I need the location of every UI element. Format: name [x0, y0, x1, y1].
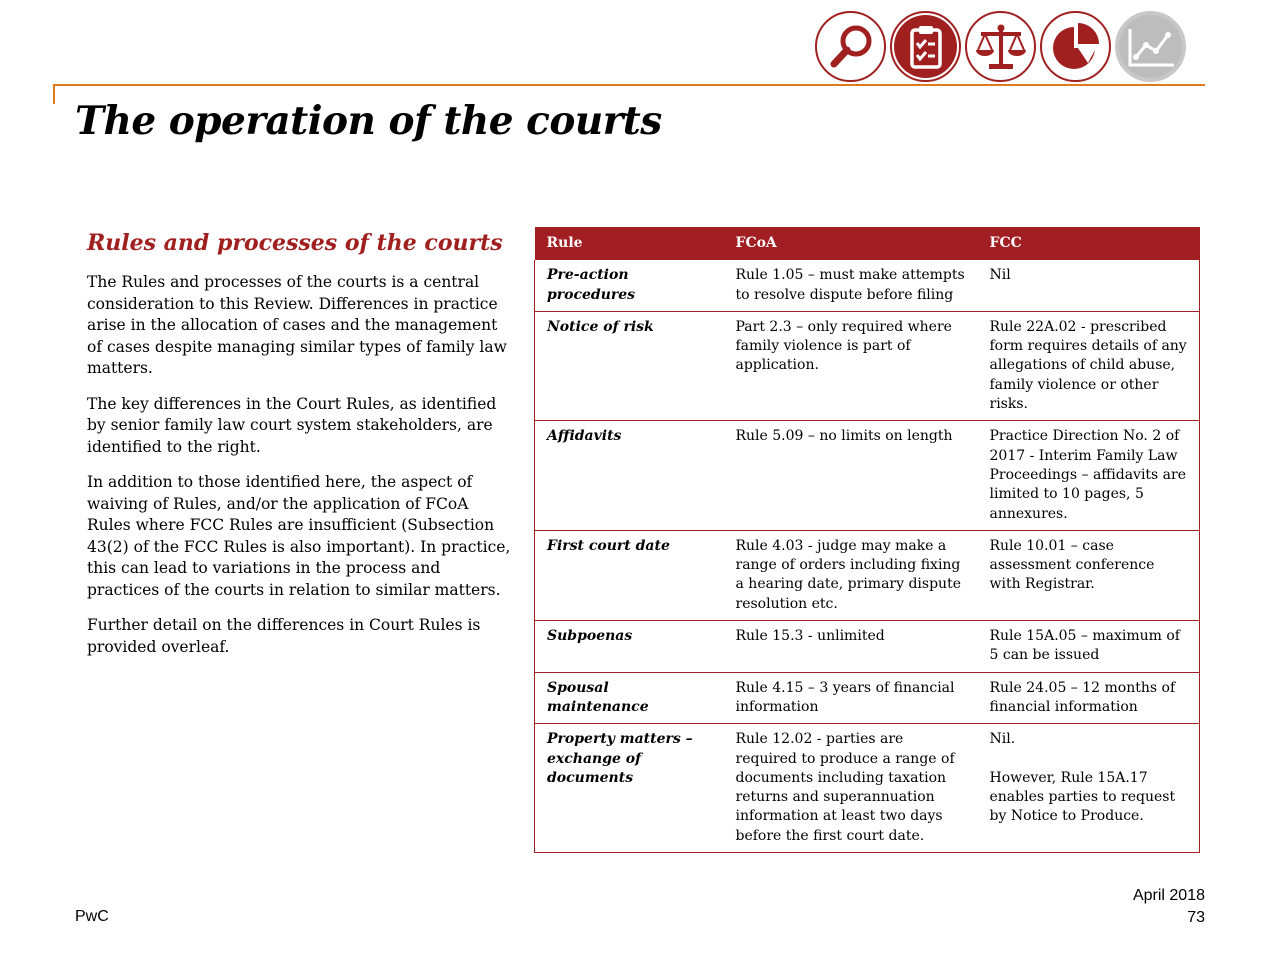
column-header-rule: Rule: [535, 227, 724, 260]
table-row: [535, 421, 1200, 530]
fcoa-cell: Rule 4.03 - judge may make a range of orders including fixing a hearing date, primary dispute resolution etc.: [724, 530, 978, 620]
line-chart-icon: [1126, 25, 1176, 69]
fcoa-cell: Rule 12.02 - parties are required to produce a range of documents including taxation returns and superannuation information at least two days before the first court date.: [724, 724, 978, 853]
column-header-fcc: FCC: [978, 227, 1200, 260]
table-row: [535, 724, 1200, 853]
fcc-cell: Nil: [978, 260, 1200, 311]
section-nav: [815, 11, 1186, 82]
table-header-row: [535, 227, 1200, 260]
footer-date: April 2018: [1132, 887, 1205, 904]
section-heading: Rules and processes of the courts: [87, 230, 503, 256]
fcoa-cell: Rule 1.05 – must make attempts to resolve dispute before filing: [724, 260, 978, 311]
rule-cell: Pre-action procedures: [535, 260, 724, 311]
fcoa-cell: Rule 15.3 - unlimited: [724, 621, 978, 673]
page-title: The operation of the courts: [75, 98, 662, 144]
pie-chart-icon: [1048, 19, 1104, 75]
fcc-cell: Rule 15A.05 – maximum of 5 can be issued: [978, 621, 1200, 673]
fcc-cell: Rule 10.01 – case assessment conference with Registrar.: [978, 530, 1200, 620]
fcc-cell: Rule 22A.02 - prescribed form requires details of any allegations of child abuse, family violence or other risks.: [978, 311, 1200, 420]
rule-cell: Property matters – exchange of documents: [535, 724, 724, 853]
rule-cell: First court date: [535, 530, 724, 620]
intro-paragraph: Further detail on the differences in Court Rules is provided overleaf.: [87, 616, 481, 656]
intro-paragraph: The key differences in the Court Rules, as identified by senior family law court system stakeholders, are identified to the right.: [87, 394, 497, 456]
search-icon: [824, 20, 878, 74]
rule-cell: Subpoenas: [535, 621, 724, 673]
nav-line-chart-button[interactable]: [1115, 11, 1186, 82]
fcoa-cell: Rule 5.09 – no limits on length: [724, 421, 978, 530]
nav-pie-chart-button[interactable]: [1040, 11, 1111, 82]
fcc-cell: Rule 24.05 – 12 months of financial information: [978, 672, 1200, 724]
table-row: [535, 621, 1200, 673]
header-divider-tick: [53, 84, 55, 104]
rule-cell: Notice of risk: [535, 311, 724, 420]
footer-brand: PwC: [75, 908, 109, 925]
intro-paragraph: In addition to those identified here, the aspect of waiving of Rules, and/or the application of FCoA Rules where FCC Rules are insufficient (Subsection 43(2) of the FCC Rules is also important). In practice, this can lead to variations in the process and practices of the courts in relation to similar matters.: [87, 473, 511, 599]
intro-paragraph: The Rules and processes of the courts is a central consideration to this Review. Differences in practice arise in the allocation of cases and the management of cases despite managing similar types of family law matters.: [87, 273, 507, 377]
fcc-cell: Practice Direction No. 2 of 2017 - Interim Family Law Proceedings – affidavits are limited to 10 pages, 5 annexures.: [978, 421, 1200, 530]
scales-icon: [972, 20, 1030, 74]
table-row: [535, 311, 1200, 420]
fcoa-cell: Part 2.3 – only required where family violence is part of application.: [724, 311, 978, 420]
checklist-icon: [904, 23, 948, 71]
nav-scales-button[interactable]: [965, 11, 1036, 82]
header-divider: [53, 84, 1205, 86]
footer-meta: [1133, 885, 1205, 929]
table-row: [535, 260, 1200, 311]
page-number: 73: [1187, 909, 1205, 926]
rule-cell: Affidavits: [535, 421, 724, 530]
column-header-fcoa: FCoA: [724, 227, 978, 260]
table-row: [535, 530, 1200, 620]
intro-column: [87, 228, 513, 672]
fcoa-cell: Rule 4.15 – 3 years of financial information: [724, 672, 978, 724]
court-rules-table: [534, 227, 1200, 853]
nav-search-button[interactable]: [815, 11, 886, 82]
fcc-cell: Nil. However, Rule 15A.17 enables parties to request by Notice to Produce.: [978, 724, 1200, 853]
nav-checklist-button[interactable]: [890, 11, 961, 82]
rule-cell: Spousal maintenance: [535, 672, 724, 724]
table-row: [535, 672, 1200, 724]
